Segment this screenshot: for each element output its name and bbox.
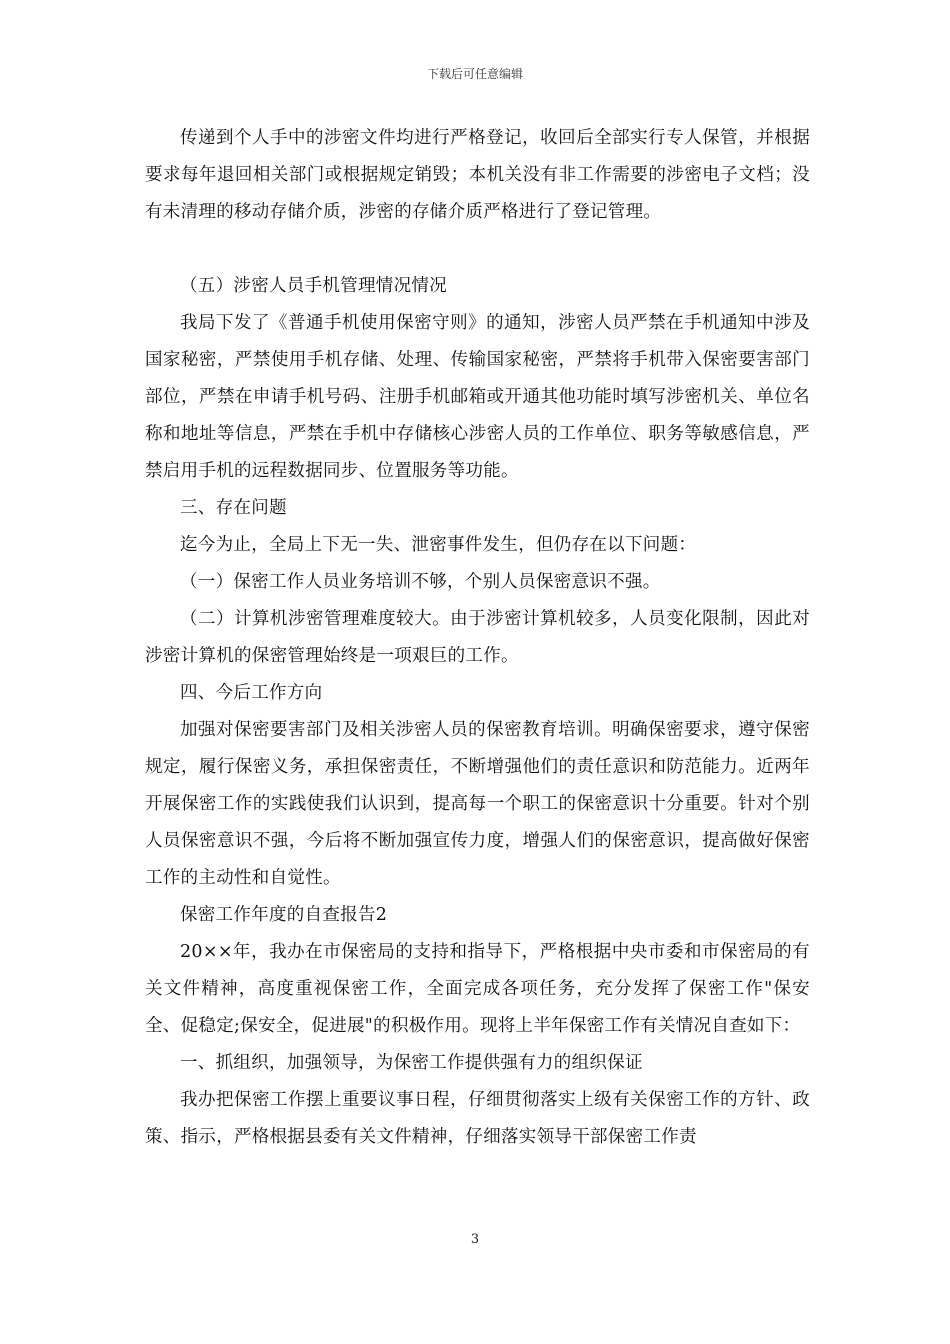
paragraph-problem-1: （一）保密工作人员业务培训不够，个别人员保密意识不强。	[180, 572, 661, 592]
section-heading-problems: 三、存在问题	[180, 498, 287, 518]
paragraph-organization: 我办把保密工作摆上重要议事日程，仔细贯彻落实上级有关保密工作的方针、政策、指示，严格根据县委有关文件精神，仔细落实领导干部保密工作责	[145, 1090, 810, 1147]
section-heading-future-work: 四、今后工作方向	[180, 683, 323, 703]
section-heading-phone-management: （五）涉密人员手机管理情况情况	[180, 276, 447, 296]
report-title-2: 保密工作年度的自查报告2	[180, 905, 388, 925]
page-number: 3	[470, 1232, 480, 1247]
page-header: 下载后可任意编辑	[426, 67, 523, 81]
paragraph-report-2-intro: 20××年，我办在市保密局的支持和指导下，严格根据中央市委和市保密局的有关文件精神，高度重视保密工作，全面完成各项任务，充分发挥了保密工作"保安全、促稳定;保安全，促进展"的积极作用。现将上半年保密工作有关情况自查如下：	[145, 942, 810, 1036]
document-body	[145, 120, 810, 1156]
paragraph-problem-2: （二）计算机涉密管理难度较大。由于涉密计算机较多，人员变化限制，因此对涉密计算机的保密管理始终是一项艰巨的工作。	[145, 609, 810, 666]
section-heading-organization: 一、抓组织，加强领导，为保密工作提供强有力的组织保证	[180, 1053, 643, 1073]
paragraph-file-management: 传递到个人手中的涉密文件均进行严格登记，收回后全部实行专人保管，并根据要求每年退回相关部门或根据规定销毁；本机关没有非工作需要的涉密电子文档；没有未清理的移动存储介质，涉密的存储介质严格进行了登记管理。	[145, 128, 810, 222]
paragraph-future-work: 加强对保密要害部门及相关涉密人员的保密教育培训。明确保密要求，遵守保密规定，履行保密义务，承担保密责任，不断增强他们的责任意识和防范能力。近两年开展保密工作的实践使我们认识到，提高每一个职工的保密意识十分重要。针对个别人员保密意识不强，今后将不断加强宣传力度，增强人们的保密意识，提高做好保密工作的主动性和自觉性。	[145, 720, 810, 888]
paragraph-problems-intro: 迄今为止，全局上下无一失、泄密事件发生，但仍存在以下问题：	[180, 535, 697, 555]
paragraph-phone-rules: 我局下发了《普通手机使用保密守则》的通知，涉密人员严禁在手机通知中涉及国家秘密，严禁使用手机存储、处理、传输国家秘密，严禁将手机带入保密要害部门部位，严禁在申请手机号码、注册手机邮箱或开通其他功能时填写涉密机关、单位名称和地址等信息，严禁在手机中存储核心涉密人员的工作单位、职务等敏感信息，严禁启用手机的远程数据同步、位置服务等功能。	[145, 313, 810, 481]
